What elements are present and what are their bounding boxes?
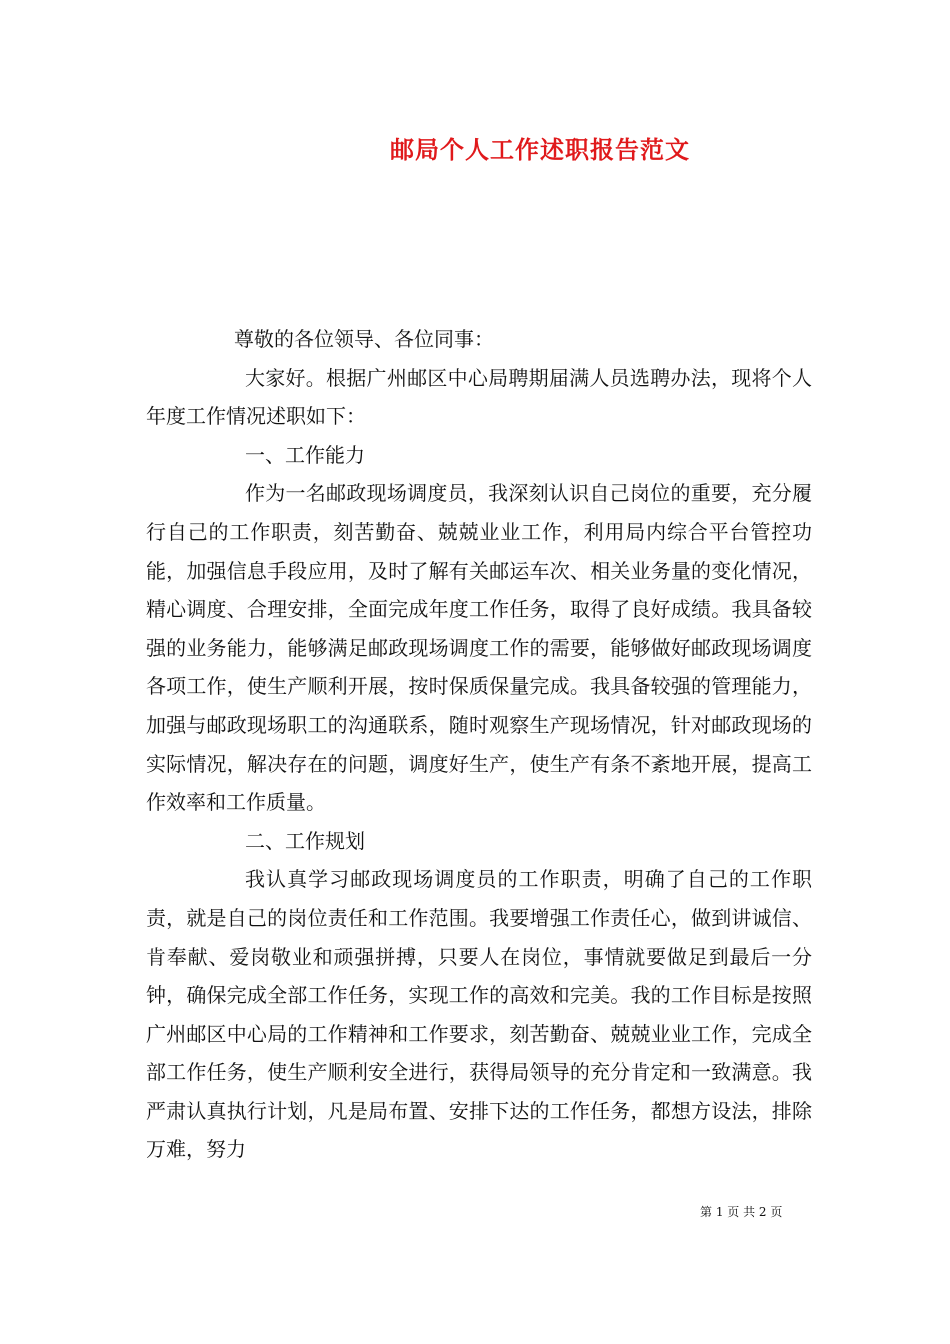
section-heading-2: 二、工作规划 xyxy=(245,828,365,853)
section-body-2: 我认真学习邮政现场调度员的工作职责，明确了自己的工作职责，就是自己的岗位责任和工作范围。我要增强工作责任心，做到讲诚信、肯奉献、爱岗敬业和顽强拼搏，只要人在岗位，事情就要做足到最后一分钟，确保完成全部工作任务，实现工作的高效和完美。我的工作目标是按照广州邮区中心局的工作精神和工作要求，刻苦勤奋、兢兢业业工作，完成全部工作任务，使生产顺利安全进行，获得局领导的充分肯定和一致满意。我严肃认真执行计划，凡是局布置、安排下达的工作任务，都想方设法，排除万难，努力 xyxy=(146,867,812,1162)
document-body xyxy=(146,320,812,1169)
section-heading-1: 一、工作能力 xyxy=(245,442,365,467)
greeting: 尊敬的各位领导、各位同事： xyxy=(234,327,494,351)
document-title: 邮局个人工作述职报告范文 xyxy=(390,135,690,164)
intro-paragraph: 大家好。根据广州邮区中心局聘期届满人员选聘办法，现将个人年度工作情况述职如下： xyxy=(146,365,812,429)
section-body-1: 作为一名邮政现场调度员，我深刻认识自己岗位的重要，充分履行自己的工作职责，刻苦勤奋、兢兢业业工作，利用局内综合平台管控功能，加强信息手段应用，及时了解有关邮运车次、相关业务量的变化情况，精心调度、合理安排，全面完成年度工作任务，取得了良好成绩。我具备较强的业务能力，能够满足邮政现场调度工作的需要，能够做好邮政现场调度各项工作，使生产顺利开展，按时保质保量完成。我具备较强的管理能力，加强与邮政现场职工的沟通联系，随时观察生产现场情况，针对邮政现场的实际情况，解决存在的问题，调度好生产，使生产有条不紊地开展，提高工作效率和工作质量。 xyxy=(146,481,812,815)
page-number: 第 1 页 共 2 页 xyxy=(700,1205,783,1219)
